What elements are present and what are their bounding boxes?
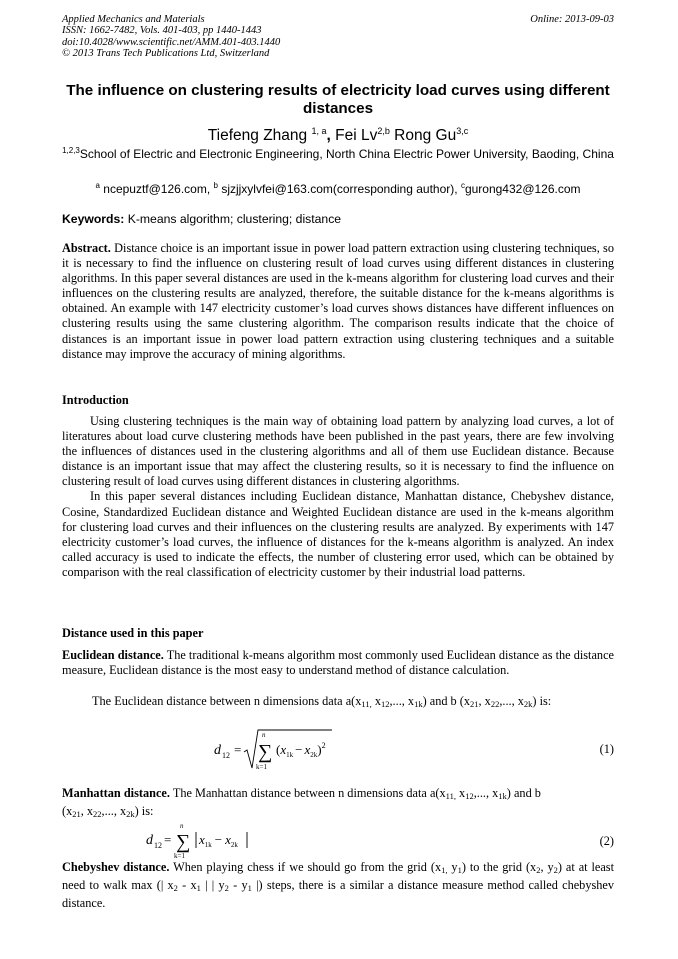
m-sub-x22: 22 [93, 809, 102, 820]
euclid-def-post: ) is: [532, 694, 552, 708]
m-dots: ,..., x [473, 786, 499, 800]
section-heading-introduction: Introduction [62, 393, 129, 407]
m-comma: , x [80, 804, 94, 819]
author-1: Tiefeng Zhang [207, 127, 308, 144]
introduction-body [62, 414, 614, 580]
eq1-n: n [262, 731, 266, 739]
equation-2-number: (2) [599, 834, 614, 848]
c-abs2: | | y [205, 878, 225, 893]
equation-2 [142, 820, 262, 860]
euclidean-definition [62, 694, 614, 712]
manhattan-line2-pre: (x [62, 804, 73, 819]
cheb-mid: ) to the grid (x [461, 860, 537, 874]
chebyshev-label: Chebyshev distance. [62, 860, 170, 874]
c-sub-y2: 2 [553, 865, 558, 875]
comma-x: , x [478, 694, 491, 708]
c-sub-x2: 2 [173, 883, 178, 894]
abstract-text: Distance choice is an important issue in power load pattern extraction using clustering techniques, so it is necessary to find the influence on clustering result of load curves using different distances in clustering algorithms. In this paper several distances are used in the k-means algorithm for clustering load curves and their influences on the clustering results are analyzed, therefore, the suitable distance for the k-means algorithms is obtained. An example with 147 electricity customer’s load curves shows distances have different influences on clustering results using the same clustering algorithm. The comparison results indicate that the choice of distances is an important issue in power load pattern extraction using clustering techniques and a suitable distance may improve the accuracy of mining algorithms. [62, 241, 614, 361]
section-heading-distance: Distance used in this paper [62, 626, 204, 640]
sub-x22: 22 [490, 699, 500, 709]
eq2-sub1k: 1k [204, 841, 212, 849]
c-sub-1a: 1, [441, 865, 448, 875]
eq1-equals: = [234, 742, 242, 757]
email-b: sjzjjxylvfei@163.com(corresponding author), [221, 182, 458, 196]
euclid-def-mid: ) and b (x [422, 694, 471, 708]
issn-line: ISSN: 1662-7482, Vols. 401-403, pp 1440-1443 [62, 25, 262, 37]
cheb-pre: When playing chess if we should go from the grid (x [173, 860, 442, 874]
m-sub-x11: 11, [445, 791, 456, 801]
eq2-sub2k: 2k [230, 841, 238, 849]
sub-x11: 11, [361, 699, 372, 709]
dots: ,..., x [389, 694, 415, 708]
equation-1-number: (1) [599, 742, 614, 756]
eq1-k1: k=1 [256, 763, 267, 771]
email-c: gurong432@126.com [464, 182, 581, 196]
intro-paragraph-2: In this paper several distances including Euclidean distance, Manhattan distance, Chebyshev distance, Cosine, Standardized Euclidean distance and Weighted Euclidean distance are used in the k-means algorithm for clustering load curves and their influences on the clustering results are analyzed. By experiments with 147 electricity customer’s load curves, the influence of distances for the k-means algorithm is analyzed. An index called accuracy is used to indicate the effects, the number of clustering error used, which can be obtained by comparison with the real classification of electricity customer by their industrial load patterns. [62, 489, 614, 579]
m-x: x [459, 786, 466, 800]
copyright-line: © 2013 Trans Tech Publications Ltd, Switzerland [62, 48, 270, 60]
m-sub-x2k: 2k [126, 809, 135, 820]
sub-x21: 21 [470, 699, 479, 709]
abstract [62, 241, 614, 362]
abstract-label: Abstract. [62, 241, 111, 255]
journal-header [62, 14, 280, 60]
eq2-equals: = [164, 832, 172, 847]
x-symbol: x [374, 694, 381, 708]
euclid-def-pre: The Euclidean distance between n dimensions data a(x [92, 694, 362, 708]
author-separator: , [326, 127, 331, 144]
eq1-x1: x [280, 742, 287, 757]
email-a: ncepuztf@126.com, [103, 182, 211, 196]
manhattan-line2-post: ) is: [134, 804, 154, 819]
email-line [62, 178, 614, 197]
c-y2: y [547, 860, 554, 874]
eq2-minus: − [214, 832, 223, 847]
affiliation [62, 143, 614, 162]
eq1-x2: x [304, 742, 311, 757]
dots-2: ,..., x [499, 694, 524, 708]
eq1-sub2k: 2k [310, 751, 318, 759]
manhattan-paragraph [62, 786, 614, 822]
keywords [62, 212, 341, 227]
m-sub-x12: 12 [465, 791, 474, 801]
c-abs4: |) [256, 878, 263, 893]
eq1-d: d [214, 743, 221, 758]
eq2-expr [198, 832, 238, 849]
c-sub-x1: 1 [196, 883, 201, 894]
email-c-sup: c [460, 181, 465, 190]
affiliation-text: School of Electric and Electronic Engineering, North China Electric Power University, Baoding, China [79, 147, 614, 161]
euclidean-text: The traditional k-means algorithm most commonly used Euclidean distance as the distance measure, Euclidean distance is the most easy to understand method of distance calculation. [62, 648, 614, 678]
c-sub-y1: 1 [457, 865, 462, 875]
c-sub-2a: 2 [536, 865, 541, 875]
eq2-d: d [146, 833, 153, 848]
equation-1 [210, 722, 350, 778]
manhattan-mid: ) and b [506, 786, 541, 800]
manhattan-pre: The Manhattan distance between n dimensions data a(x [172, 786, 446, 800]
euclidean-label: Euclidean distance. [62, 648, 164, 662]
author-1-sup: 1, a [311, 126, 327, 136]
eq1-sub12: 12 [222, 751, 230, 760]
m-sub-x1k: 1k [498, 791, 507, 801]
eq1-paren: ) [317, 742, 322, 757]
author-line [62, 122, 614, 145]
c-abs1: - x [182, 878, 197, 893]
manhattan-label: Manhattan distance. [62, 786, 170, 800]
sub-x1k: 1k [414, 699, 423, 709]
keywords-label: Keywords: [62, 212, 125, 226]
c-y1: y [451, 860, 458, 874]
eq2-x2: x [225, 832, 231, 847]
email-b-sup: b [213, 181, 218, 190]
cheb-line2: at least need to walk max (| x [62, 860, 615, 893]
author-3-sup: 3,c [456, 126, 469, 136]
intro-paragraph-1: Using clustering techniques is the main way of obtaining load pattern by analyzing load curves, a lot of literatures about load curve clustering methods have been published in the past years, there are few involving the influences of distances used in the clustering algorithms and all of them use Euclidean distance. Because distance is an important issue that may affect the clustering results, so it is necessary to find the influence on clustering result of load curves using different distances in clustering algorithms. [62, 414, 614, 489]
c-sub-y2b: 2 [224, 883, 229, 894]
keywords-text: K-means algorithm; clustering; distance [127, 212, 342, 226]
c-abs3: - y [233, 878, 248, 893]
eq2-k1: k=1 [174, 852, 185, 860]
sub-x12: 12 [380, 699, 390, 709]
eq1-expr: $(x_{1k} - x_{2k})^2$ [276, 741, 326, 759]
affiliation-sup: 1,2,3 [62, 146, 80, 155]
author-2: Fei Lv [335, 127, 378, 144]
eq2-x1: x [199, 832, 205, 847]
eq1-square: 2 [321, 741, 326, 750]
journal-name: Applied Mechanics and Materials [62, 14, 205, 25]
m-sub-x21: 21 [72, 809, 81, 820]
eq1-minus: − [295, 742, 303, 757]
author-2-sup: 2,b [377, 126, 390, 136]
eq2-sigma: ∑ [176, 831, 191, 853]
sub-x2k: 2k [523, 699, 533, 709]
doi-line: doi:10.4028/www.scientific.net/AMM.401-403.1440 [62, 36, 281, 48]
email-a-sup: a [95, 181, 100, 190]
chebyshev-paragraph: Chebyshev distance. When playing chess if we should go from the grid ($x_{1,}$ $y_1$) to the grid ($x_2$, $y_2$) at at least need to walk max (| $x_2 - x_1$ | | $y_2 - y_1$ |) steps, there is a similar a distance measure method called chebyshev distance. [62, 860, 615, 911]
eq2-sub12: 12 [154, 841, 162, 850]
cheb-end: steps, there is a similar a distance measure method called chebyshev distance. [62, 878, 615, 911]
m-dots-2: ,..., x [101, 804, 127, 819]
c-sub-y1b: 1 [247, 883, 252, 894]
euclidean-paragraph [62, 648, 614, 678]
eq1-sigma: ∑ [258, 741, 273, 763]
eq1-sub1k: 1k [286, 751, 294, 759]
eq2-n: n [180, 822, 184, 830]
paper-title: The influence on clustering results of electricity load curves using different distances [66, 82, 610, 117]
author-3: Rong Gu [394, 127, 457, 144]
online-date: Online: 2013-09-03 [530, 14, 614, 25]
